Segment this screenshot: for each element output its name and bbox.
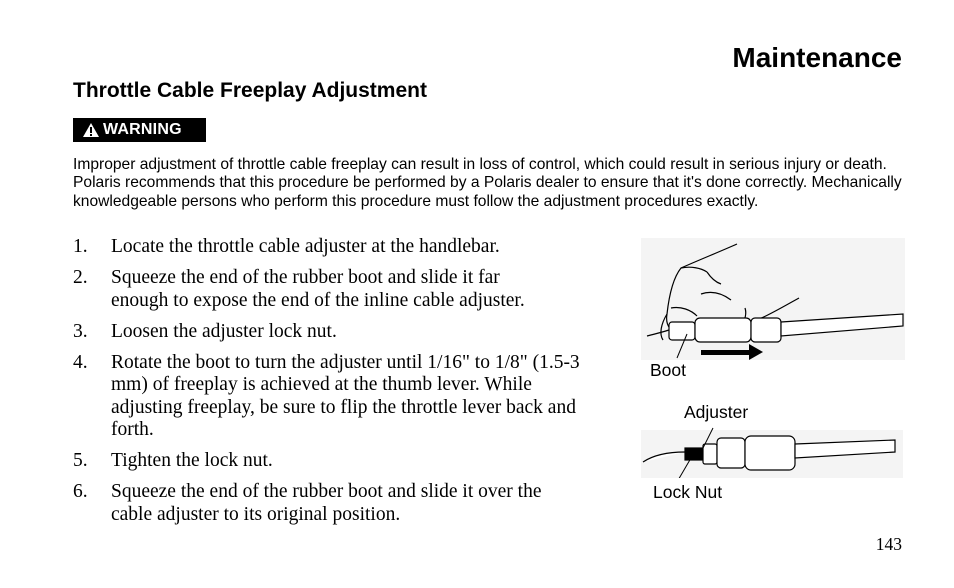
section-header: Maintenance — [732, 42, 902, 73]
step-number: 1. — [73, 236, 88, 257]
list-item — [73, 236, 603, 259]
list-item — [73, 352, 603, 442]
list-item — [73, 321, 603, 344]
list-item — [73, 450, 603, 473]
step-text: Loosen the adjuster lock nut. — [111, 320, 337, 342]
throttle-cable-illustration — [641, 238, 907, 478]
callout-lock-nut: Lock Nut — [653, 482, 723, 502]
list-item — [73, 481, 603, 526]
callout-boot: Boot — [650, 360, 686, 380]
step-text: Locate the throttle cable adjuster at the handlebar. — [111, 236, 500, 257]
step-text: Tighten the lock nut. — [111, 450, 273, 471]
step-number: 5. — [73, 450, 88, 471]
step-text: Rotate the boot to turn the adjuster until 1/16" to 1/8" (1.5-3 mm) of freeplay is achieved at the thumb lever. While adjusting freeplay, be sure to flip the throttle lever back and forth. — [111, 351, 580, 440]
step-number: 3. — [73, 320, 88, 342]
list-item — [73, 267, 603, 312]
step-number: 6. — [73, 481, 88, 502]
page-title: Throttle Cable Freeplay Adjustment — [73, 79, 427, 102]
step-number: 2. — [73, 267, 88, 288]
callout-adjuster: Adjuster — [684, 402, 749, 422]
step-text: Squeeze the end of the rubber boot and slide it over the cable adjuster to its original position. — [111, 481, 542, 525]
warning-text: Improper adjustment of throttle cable freeplay can result in loss of control, which could result in serious injury or death. Polaris recommends that this procedure be performed by a Polaris dealer to ensure that it's done correctly. Mechanically knowledgeable persons who perform this procedure must follow the adjustment procedures exactly. — [73, 156, 902, 210]
warning-badge — [73, 118, 206, 142]
warning-triangle-icon — [82, 122, 100, 138]
page-number: 143 — [875, 534, 902, 554]
steps-list — [73, 236, 603, 535]
step-number: 4. — [73, 351, 88, 373]
warning-label: WARNING — [103, 121, 182, 138]
step-text: Squeeze the end of the rubber boot and slide it far enough to expose the end of the inline cable adjuster. — [111, 267, 525, 311]
